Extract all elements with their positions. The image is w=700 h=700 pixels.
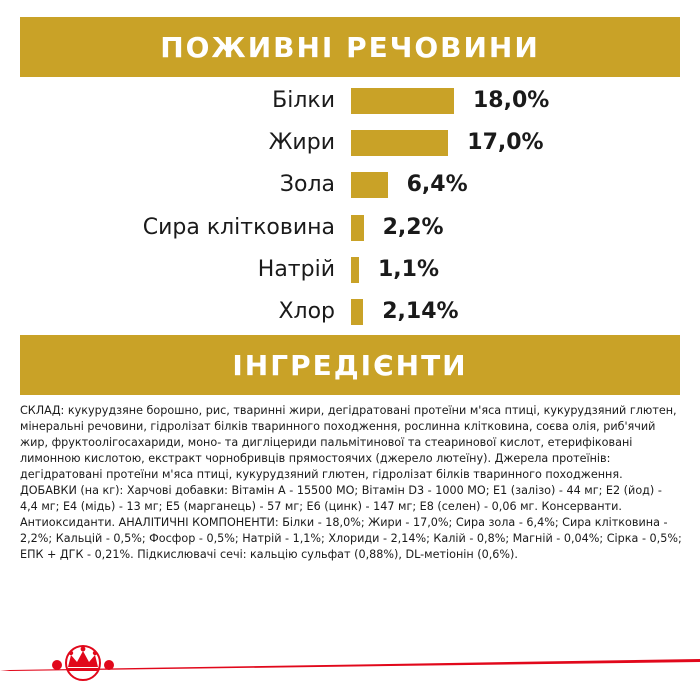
royal-canin-crown-logo xyxy=(44,637,122,681)
bar-category-label: Жири xyxy=(268,130,335,155)
bar xyxy=(351,172,388,198)
bar-value-label: 2,2% xyxy=(382,215,444,240)
bar-category-label: Натрій xyxy=(257,257,335,282)
bar-category-label: Сира клітковина xyxy=(142,215,335,240)
bar-value-label: 18,0% xyxy=(473,88,550,113)
ingredients-title: ІНГРЕДІЄНТИ xyxy=(232,348,468,382)
bar-row xyxy=(0,255,700,285)
ingredients-banner xyxy=(20,335,680,395)
bar-row xyxy=(0,297,700,327)
bar-row xyxy=(0,213,700,243)
bar xyxy=(351,257,359,283)
ingredients-text: СКЛАД: кукурудзяне борошно, рис, тваринні жири, дегідратовані протеїни м'яса птиці, кукурудзяний глютен, мінеральні речовини, гідролізат білків тваринного походження, рослинна клітковина, соєва олія, риб'ячий жир, фруктоолігосахариди, моно- та дигліцериди пальмітинової та стеаринової кислот, етерифіковані лимонною кислотою, екстракт чорнобривців прямостоячих (джерело лютеїну). Джерела протеїнів: дегідратовані протеїни м'яса птиці, кукурудзяний глютен, гідролізат білків тваринного походження. ДОБАВКИ (на кг): Харчові добавки: Вітамін А - 15500 МО; Вітамін D3 - 1000 МО; E1 (залізо) - 44 мг; E2 (йод) - 4,4 мг; E4 (мідь) - 13 мг; E5 (марганець) - 57 мг; E6 (цинк) - 147 мг; E8 (селен) - 0,06 мг. Консерванти. Антиоксиданти. АНАЛІТИЧНІ КОМПОНЕНТИ: Білки - 18,0%; Жири - 17,0%; Сира зола - 6,4%; Сира клітковина - 2,2%; Кальцій - 0,5%; Фосфор - 0,5%; Натрій - 1,1%; Хлориди - 2,14%; Калій - 0,8%; Магній - 0,04%; Сірка - 0,5%; ЕПК + ДГК - 0,21%. Підкислювачі сечі: кальцію сульфат (0,88%), DL-метіонін (0,6%). xyxy=(20,404,682,561)
bar xyxy=(351,88,454,114)
bar-row xyxy=(0,128,700,158)
bar-value-label: 2,14% xyxy=(382,299,459,324)
bar xyxy=(351,215,364,241)
bar-value-label: 17,0% xyxy=(467,130,544,155)
bar xyxy=(351,130,448,156)
bar xyxy=(351,299,363,325)
bar-category-label: Хлор xyxy=(278,299,335,324)
bar-value-label: 1,1% xyxy=(378,257,440,282)
bar-value-label: 6,4% xyxy=(406,172,468,197)
bar-row xyxy=(0,170,700,200)
bar-row xyxy=(0,86,700,116)
bar-category-label: Білки xyxy=(272,88,335,113)
nutrients-banner xyxy=(20,17,680,77)
nutrients-title: ПОЖИВНІ РЕЧОВИНИ xyxy=(160,30,540,64)
bar-category-label: Зола xyxy=(279,172,335,197)
